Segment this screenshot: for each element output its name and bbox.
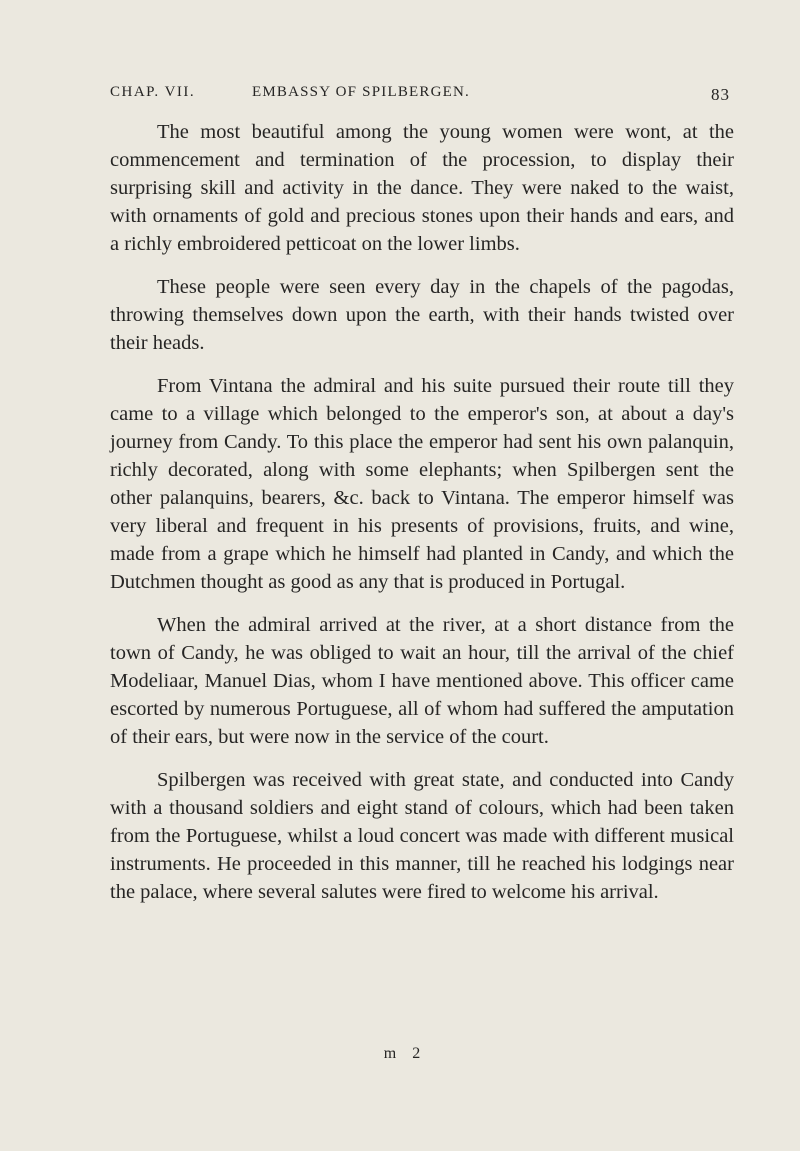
body-text xyxy=(110,118,734,906)
paragraph-pagodas: These people were seen every day in the chapels of the pagodas, throwing themselves down upon the earth, with their hands twisted over their heads. xyxy=(110,276,734,354)
signature-mark: m 2 xyxy=(383,1045,427,1062)
paragraph-vintana: From Vintana the admiral and his suite pursued their route till they came to a village which belonged to the emperor's son, at about a day's journey from Candy. To this place the emperor had sent his own palanquin, richly decorated, along with some elephants; when Spilbergen sent the other palanquins, bearers, &c. back to Vintana. The emperor himself was very liberal and frequent in his presents of provisions, fruits, and wine, made from a grape which he himself had planted in Candy, and which the Dutchmen thought as good as any that is produced in Portugal. xyxy=(110,375,734,593)
running-title: EMBASSY OF SPILBERGEN. xyxy=(252,84,470,100)
chapter-label: CHAP. VII. xyxy=(110,84,196,100)
paragraph-reception: Spilbergen was received with great state, and conducted into Candy with a thousand soldiers and eight stand of colours, which had been taken from the Portuguese, whilst a loud concert was made with different musical instruments. He proceeded in this manner, till he reached his lodgings near the palace, where several salutes were fired to welcome his arrival. xyxy=(110,769,734,903)
paragraph-river: When the admiral arrived at the river, at a short distance from the town of Candy, he was obliged to wait an hour, till the arrival of the chief Modeliaar, Manuel Dias, whom I have mentioned above. This officer came escorted by numerous Portuguese, all of whom had suffered the amputation of their ears, but were now in the service of the court. xyxy=(110,614,734,748)
paragraph-dance: The most beautiful among the young women were wont, at the commencement and termination of the procession, to display their surprising skill and activity in the dance. They were naked to the waist, with ornaments of gold and precious stones upon their hands and ears, and a richly embroidered petticoat on the lower limbs. xyxy=(110,121,734,255)
running-head xyxy=(110,84,730,110)
page-number: 83 xyxy=(711,85,730,104)
